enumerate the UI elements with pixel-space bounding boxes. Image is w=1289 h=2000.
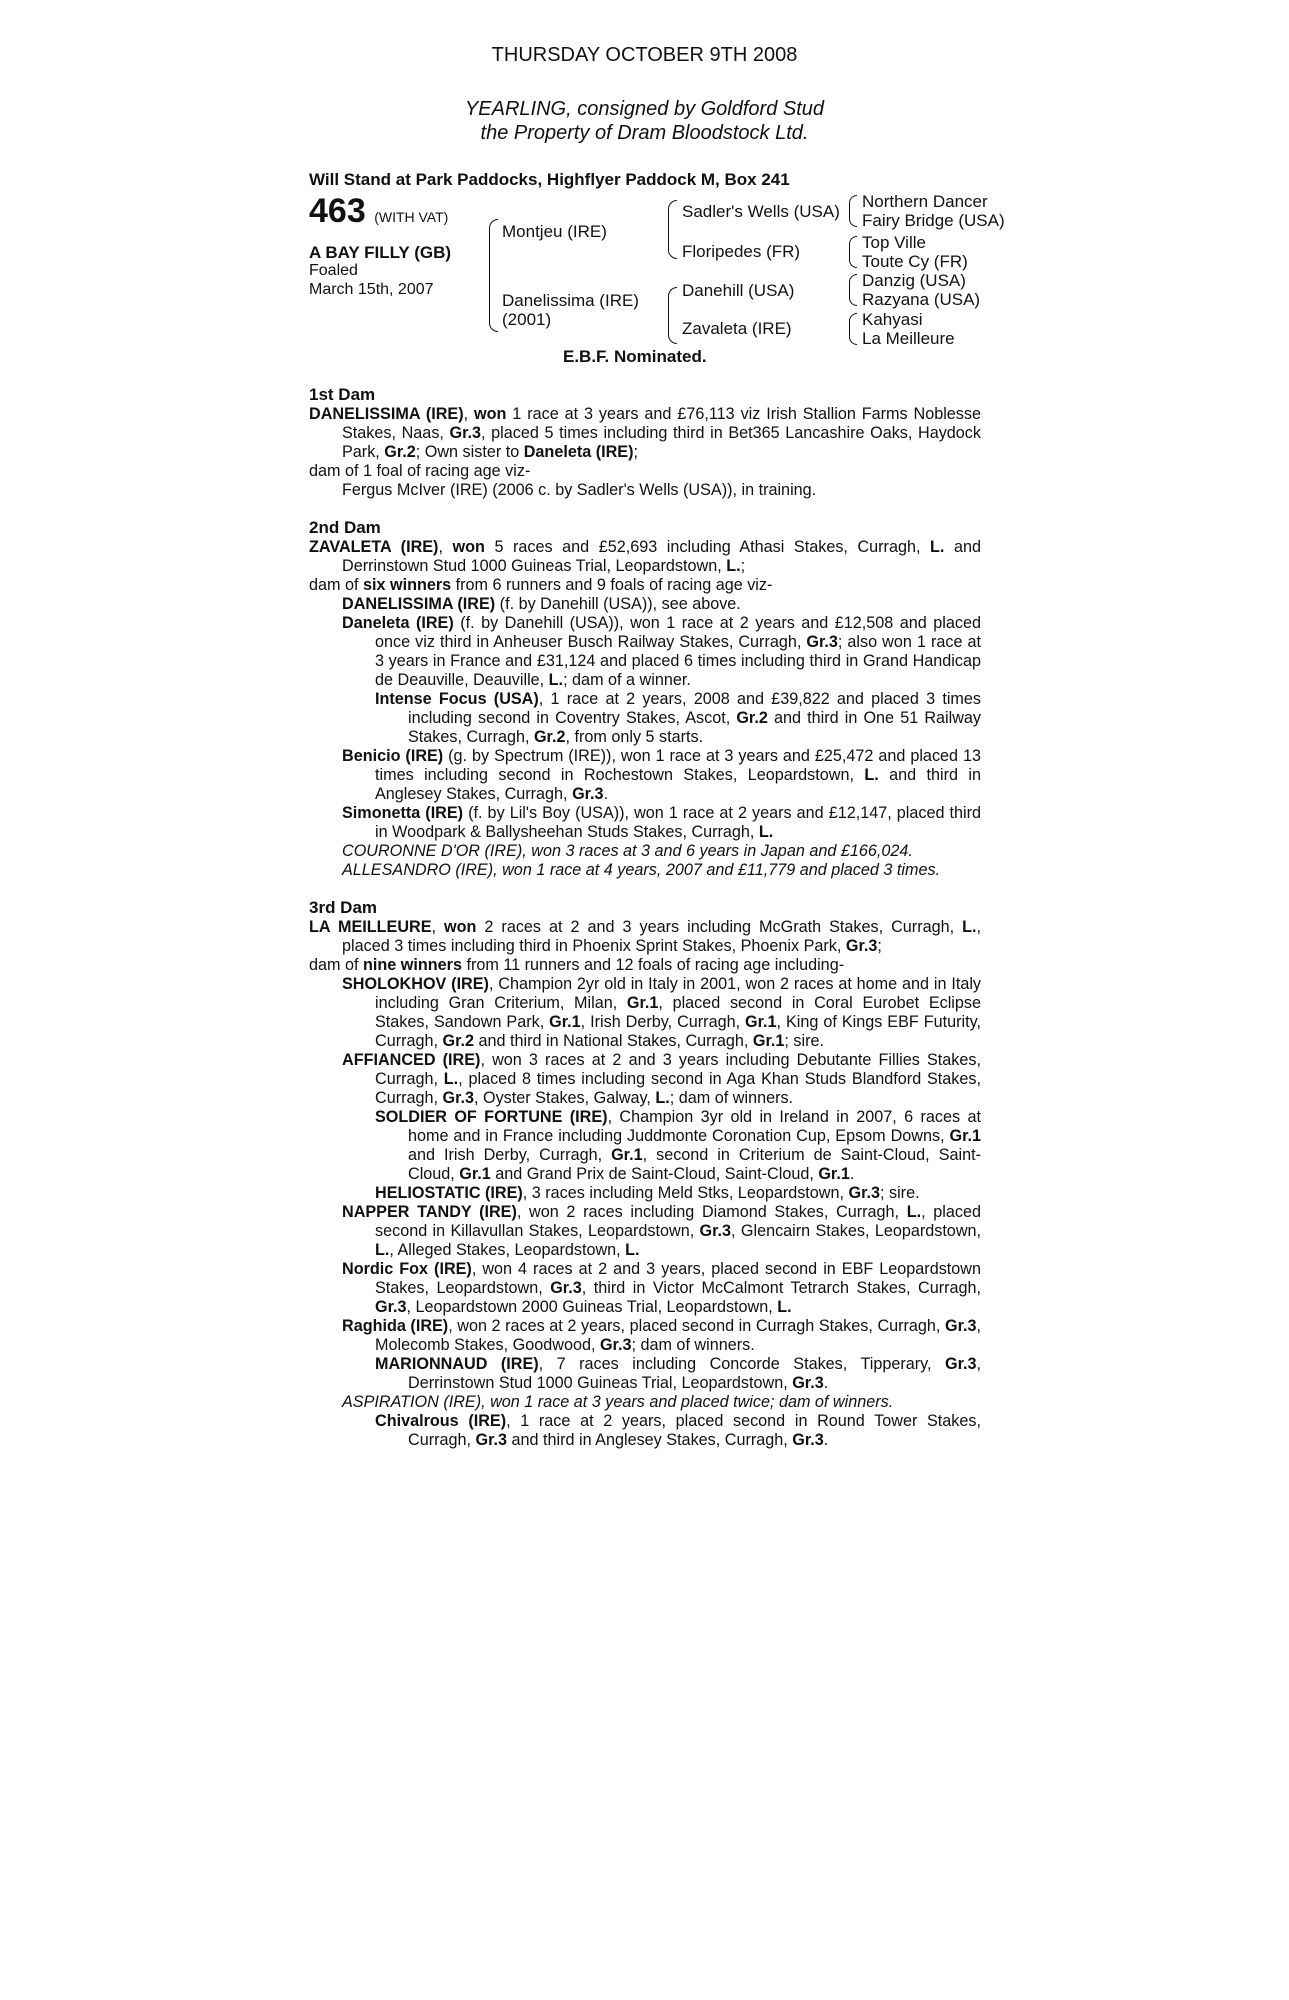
first-dam-section xyxy=(309,385,981,500)
second-dam-section xyxy=(309,518,981,880)
ebf-nominated: E.B.F. Nominated. xyxy=(563,347,707,366)
pedigree-brace-1 xyxy=(489,219,498,332)
pedigree-brace-3d xyxy=(849,313,857,345)
pedigree-sire: Montjeu (IRE) xyxy=(502,222,607,241)
pedigree-sire-dam: Floripedes (FR) xyxy=(682,242,801,261)
vat-note: (WITH VAT) xyxy=(374,209,449,225)
property-line: the Property of Dram Bloodstock Ltd. xyxy=(480,122,809,144)
produce-entry: Simonetta (IRE) (f. by Lil's Boy (USA)), won 1 race at 2 years and £12,147, placed third in Woodpark & Ballysheehan Studs Stakes, Curragh, L. xyxy=(342,804,982,841)
produce-entry: Nordic Fox (IRE), won 4 races at 2 and 3 years, placed second in EBF Leopardstown Stakes, Leopardstown, Gr.3, third in Victor McCalmont Tetrarch Stakes, Curragh, Gr.3, Leopardstown 2000 Guineas Trial, Leopardstown, L. xyxy=(342,1260,982,1316)
pedigree-dam-year: (2001) xyxy=(502,310,552,329)
first-dam-produce: dam of 1 foal of racing age viz- xyxy=(309,462,531,480)
sister-name: Daneleta (IRE) xyxy=(523,443,634,461)
pedigree-sdd: Toute Cy (FR) xyxy=(862,252,968,271)
produce-entry: Intense Focus (USA), 1 race at 2 years, 2008 and £39,822 and placed 3 times including second in Coventry Stakes, Ascot, Gr.2 and third in One 51 Railway Stakes, Curragh, Gr.2, from only 5 starts. xyxy=(375,690,982,746)
first-dam-foal: Fergus McIver (IRE) (2006 c. by Sadler's Wells (USA)), in training. xyxy=(342,481,817,499)
third-dam-name: LA MEILLEURE xyxy=(309,918,432,936)
produce-entry: MARIONNAUD (IRE), 7 races including Concorde Stakes, Tipperary, Gr.3, Derrinstown Stud 1000 Guineas Trial, Leopardstown, Gr.3. xyxy=(375,1355,982,1392)
pedigree-dam-dam: Zavaleta (IRE) xyxy=(682,319,792,338)
produce-entry: NAPPER TANDY (IRE), won 2 races including Diamond Stakes, Curragh, L., placed second in Killavullan Stakes, Leopardstown, Gr.3, Glencairn Stakes, Leopardstown, L., Alleged Stakes, Leopardstown, L. xyxy=(342,1203,982,1259)
second-dam-heading: 2nd Dam xyxy=(309,518,381,537)
lot-name: A BAY FILLY (GB) xyxy=(309,243,452,262)
produce-entry: Raghida (IRE), won 2 races at 2 years, placed second in Curragh Stakes, Curragh, Gr.3, Molecomb Stakes, Goodwood, Gr.3; dam of winners. xyxy=(342,1317,981,1354)
pedigree-dam: Danelissima (IRE) xyxy=(502,291,639,310)
second-dam-produce: dam of six winners from 6 runners and 9 foals of racing age viz- xyxy=(309,576,773,594)
produce-entry: ALLESANDRO (IRE), won 1 race at 4 years, 2007 and £11,779 and placed 3 times. xyxy=(342,861,941,879)
stand-location: Will Stand at Park Paddocks, Highflyer Paddock M, Box 241 xyxy=(309,170,790,189)
third-dam-produce: dam of nine winners from 11 runners and 12 foals of racing age including- xyxy=(309,956,845,974)
pedigree-dds: Kahyasi xyxy=(862,310,923,329)
pedigree-dss: Danzig (USA) xyxy=(862,271,966,290)
produce-entry: Chivalrous (IRE), 1 race at 2 years, placed second in Round Tower Stakes, Curragh, Gr.3 and third in Anglesey Stakes, Curragh, Gr.3. xyxy=(375,1412,981,1449)
pedigree-dsd: Razyana (USA) xyxy=(862,290,981,309)
produce-entry: COURONNE D'OR (IRE), won 3 races at 3 and 6 years in Japan and £166,024. xyxy=(342,842,913,860)
produce-entry: Benicio (IRE) (g. by Spectrum (IRE)), won 1 race at 3 years and £25,472 and placed 13 times including second in Rochestown Stakes, Leopardstown, L. and third in Anglesey Stakes, Curragh, Gr.3. xyxy=(342,747,982,803)
produce-entry: ASPIRATION (IRE), won 1 race at 3 years and placed twice; dam of winners. xyxy=(342,1393,894,1411)
second-dam-name: ZAVALETA (IRE) xyxy=(309,538,439,556)
pedigree-brace-2b xyxy=(668,287,677,344)
pedigree-dam-sire: Danehill (USA) xyxy=(682,281,795,300)
pedigree-brace-3a xyxy=(849,195,857,227)
produce-entry: AFFIANCED (IRE), won 3 races at 2 and 3 years including Debutante Fillies Stakes, Curragh, L., placed 8 times including second in Aga Khan Studs Blandford Stakes, Curragh, Gr.3, Oyster Stakes, Galway, L.; dam of winners. xyxy=(342,1051,981,1107)
pedigree-ddd: La Meilleure xyxy=(862,329,955,348)
pedigree-ssd: Fairy Bridge (USA) xyxy=(862,211,1005,230)
first-dam-heading: 1st Dam xyxy=(309,385,376,404)
third-dam-heading: 3rd Dam xyxy=(309,898,378,917)
lot-number-row xyxy=(309,192,448,231)
pedigree-brace-3c xyxy=(849,274,857,306)
produce-entry: HELIOSTATIC (IRE), 3 races including Meld Stks, Leopardstown, Gr.3; sire. xyxy=(375,1184,920,1202)
first-dam-record: DANELISSIMA (IRE), won 1 race at 3 years and £76,113 viz Irish Stallion Farms Noblesse Stakes, Naas, Gr.3, placed 5 times including third in Bet365 Lancashire Oaks, Haydock Park, Gr.2; Own sister to Daneleta (IRE); xyxy=(309,405,982,461)
pedigree-brace-2a xyxy=(668,200,677,259)
produce-entry: DANELISSIMA (IRE) (f. by Danehill (USA)), see above. xyxy=(342,595,741,613)
third-dam-record: LA MEILLEURE, won 2 races at 2 and 3 years including McGrath Stakes, Curragh, L., placed 3 times including third in Phoenix Sprint Stakes, Phoenix Park, Gr.3; xyxy=(309,918,981,955)
pedigree-sire-sire: Sadler's Wells (USA) xyxy=(682,202,840,221)
produce-entry: Daneleta (IRE) (f. by Danehill (USA)), won 1 race at 2 years and £12,508 and placed once viz third in Anheuser Busch Railway Stakes, Curragh, Gr.3; also won 1 race at 3 years in France and £31,124 and placed 6 times including third in Grand Handicap de Deauville, Deauville, L.; dam of a winner. xyxy=(342,614,981,689)
produce-entry: SOLDIER OF FORTUNE (IRE), Champion 3yr old in Ireland in 2007, 6 races at home and in France including Juddmonte Coronation Cup, Epsom Downs, Gr.1 and Irish Derby, Curragh, Gr.1, second in Criterium de Saint-Cloud, Saint-Cloud, Gr.1 and Grand Prix de Saint-Cloud, Saint-Cloud, Gr.1. xyxy=(375,1108,981,1183)
consignor-line: YEARLING, consigned by Goldford Stud xyxy=(464,98,825,120)
pedigree-brace-3b xyxy=(849,236,857,268)
foaled-date: March 15th, 2007 xyxy=(309,281,434,298)
first-dam-name: DANELISSIMA (IRE) xyxy=(309,405,464,423)
foaled-label: Foaled xyxy=(309,262,358,279)
pedigree-sds: Top Ville xyxy=(862,233,926,252)
produce-entry: SHOLOKHOV (IRE), Champion 2yr old in Italy in 2001, won 2 races at home and in Italy including Gran Criterium, Milan, Gr.1, placed second in Coral Eurobet Eclipse Stakes, Sandown Park, Gr.1, Irish Derby, Curragh, Gr.1, King of Kings EBF Futurity, Curragh, Gr.2 and third in National Stakes, Curragh, Gr.1; sire. xyxy=(342,975,982,1050)
sale-date: THURSDAY OCTOBER 9TH 2008 xyxy=(491,44,798,66)
third-dam-section xyxy=(309,898,981,1450)
second-dam-record: ZAVALETA (IRE), won 5 races and £52,693 including Athasi Stakes, Curragh, L. and Derrinstown Stud 1000 Guineas Trial, Leopardstown, L.; xyxy=(309,538,981,575)
lot-number: 463 xyxy=(309,192,366,230)
pedigree-sss: Northern Dancer xyxy=(862,192,988,211)
